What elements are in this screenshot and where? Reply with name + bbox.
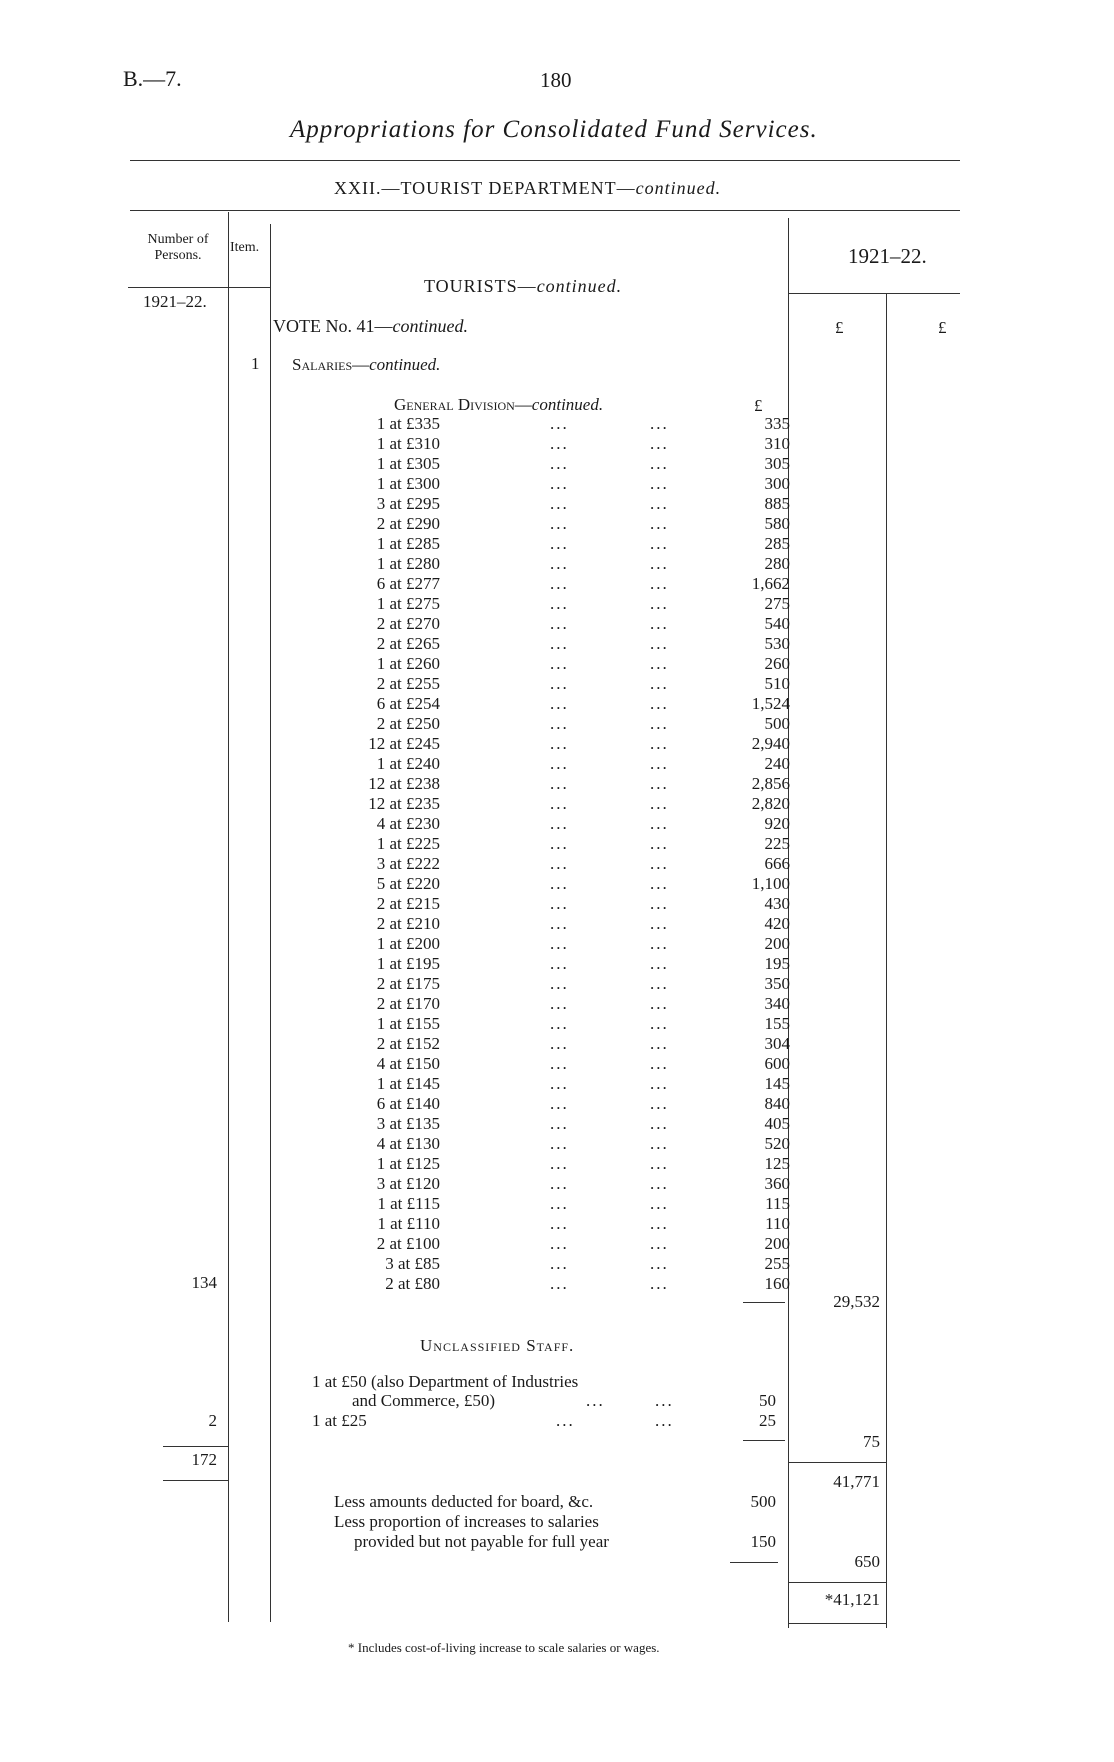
row-amount: 666 [764,854,790,873]
general-main: General Division— [394,395,532,414]
page-number: 180 [540,68,572,92]
row-amount: 885 [764,494,790,513]
tourists-cont: continued. [536,276,623,296]
unclassified-line3: 1 at £25 [312,1411,367,1430]
row-amount: 285 [764,534,790,553]
table-row [250,694,790,714]
row-label: 3 at £85 [385,1254,440,1273]
table-row [250,574,790,594]
row-leader-dots: ... [550,1214,569,1233]
row-leader-dots: ... [550,414,569,433]
row-amount: 500 [764,714,790,733]
row-leader-dots: ... [650,1214,669,1233]
row-leader-dots: ... [550,734,569,753]
pound-col1: £ [835,318,844,337]
footnote: * Includes cost-of-living increase to scale salaries or wages. [348,1640,660,1655]
row-leader-dots: ... [550,674,569,693]
row-label: 1 at £335 [376,414,440,433]
row-leader-dots: ... [550,954,569,973]
row-leader-dots: ... [650,594,669,613]
item-header: Item. [230,240,260,255]
rule-unclassified-sum [743,1440,785,1441]
row-amount: 2,820 [751,794,790,813]
table-row [250,974,790,994]
row-amount: 1,524 [751,694,790,713]
row-leader-dots: ... [550,834,569,853]
row-leader-dots: ... [550,1134,569,1153]
row-leader-dots: ... [550,934,569,953]
table-row [250,1274,790,1294]
table-row [250,774,790,794]
row-leader-dots: ... [650,934,669,953]
department-main: XXII.—TOURIST DEPARTMENT— [334,178,636,198]
vline-sub [886,294,887,1628]
row-leader-dots: ... [650,1234,669,1253]
row-label: 1 at £285 [376,534,440,553]
row-leader-dots: ... [550,974,569,993]
table-row [250,1134,790,1154]
table-row [250,1114,790,1134]
table-row [250,914,790,934]
row-label: 3 at £295 [376,494,440,513]
general-persons: 134 [191,1273,217,1292]
row-leader-dots: ... [650,794,669,813]
row-amount: 304 [764,1034,790,1053]
table-row [250,1034,790,1054]
row-leader-dots: ... [550,1254,569,1273]
table-row [250,674,790,694]
table-row [250,634,790,654]
row-leader-dots: ... [650,574,669,593]
row-leader-dots: ... [550,1074,569,1093]
row-leader-dots: ... [650,514,669,533]
row-label: 2 at £215 [376,894,440,913]
row-amount: 275 [764,594,790,613]
table-row [250,994,790,1014]
row-leader-dots: ... [650,434,669,453]
row-label: 1 at £240 [376,754,440,773]
row-label: 12 at £235 [368,794,440,813]
row-leader-dots: ... [550,534,569,553]
row-label: 1 at £310 [376,434,440,453]
salaries-cont: continued. [369,355,441,374]
row-leader-dots: ... [550,574,569,593]
table-row [250,474,790,494]
row-leader-dots: ... [550,454,569,473]
row-leader-dots: ... [650,894,669,913]
unclassified-line2-amount: 50 [759,1391,776,1410]
vote-main: VOTE No. 41— [273,316,393,336]
unclassified-dots-3b: ... [655,1411,674,1430]
row-amount: 420 [764,914,790,933]
row-amount: 200 [764,934,790,953]
table-row [250,1254,790,1274]
row-label: 2 at £290 [376,514,440,533]
row-leader-dots: ... [550,594,569,613]
row-leader-dots: ... [650,714,669,733]
rule-persons-sum [163,1446,228,1447]
row-amount: 225 [764,834,790,853]
row-label: 1 at £115 [377,1194,440,1213]
row-amount: 360 [764,1174,790,1193]
row-amount: 155 [764,1014,790,1033]
table-row [250,1054,790,1074]
table-row [250,1074,790,1094]
row-leader-dots: ... [550,994,569,1013]
general-division-heading [394,395,603,415]
salaries-heading [292,355,440,375]
unclassified-total: 75 [863,1432,880,1451]
row-label: 1 at £200 [376,934,440,953]
unclassified-heading: Unclassified Staff. [420,1336,575,1355]
row-leader-dots: ... [550,634,569,653]
row-label: 1 at £155 [376,1014,440,1033]
table-row [250,594,790,614]
row-leader-dots: ... [650,914,669,933]
row-leader-dots: ... [650,1254,669,1273]
unclassified-dots-2a: ... [586,1391,605,1410]
row-leader-dots: ... [550,794,569,813]
row-amount: 510 [764,674,790,693]
row-label: 1 at £195 [376,954,440,973]
row-leader-dots: ... [550,434,569,453]
row-amount: 255 [764,1254,790,1273]
row-leader-dots: ... [650,874,669,893]
row-label: 2 at £255 [376,674,440,693]
row-leader-dots: ... [550,714,569,733]
row-leader-dots: ... [650,634,669,653]
row-amount: 125 [764,1154,790,1173]
row-amount: 310 [764,434,790,453]
row-label: 1 at £125 [376,1154,440,1173]
table-row [250,954,790,974]
row-leader-dots: ... [550,1174,569,1193]
general-cont: continued. [531,395,604,414]
row-label: 4 at £150 [376,1054,440,1073]
row-label: 3 at £222 [376,854,440,873]
row-leader-dots: ... [650,534,669,553]
salaries-main: Salaries— [292,355,370,374]
rule-left-header [128,287,270,288]
row-leader-dots: ... [650,474,669,493]
table-row [250,534,790,554]
row-label: 12 at £238 [368,774,440,793]
row-leader-dots: ... [650,654,669,673]
row-amount: 335 [764,414,790,433]
row-leader-dots: ... [650,1194,669,1213]
row-label: 1 at £305 [376,454,440,473]
row-leader-dots: ... [550,654,569,673]
less1-amount: 500 [750,1492,776,1511]
row-amount: 240 [764,754,790,773]
row-leader-dots: ... [650,1074,669,1093]
rule-persons-total [163,1480,228,1481]
rule-grand-bottom [788,1623,886,1624]
row-leader-dots: ... [650,454,669,473]
row-leader-dots: ... [650,1274,669,1293]
vote-heading [273,316,468,337]
rule-right-header [788,293,960,294]
row-amount: 600 [764,1054,790,1073]
total-persons: 172 [191,1450,217,1469]
row-amount: 430 [764,894,790,913]
row-label: 1 at £225 [376,834,440,853]
row-leader-dots: ... [650,414,669,433]
row-amount: 540 [764,614,790,633]
general-total: 29,532 [833,1292,880,1311]
table-row [250,1174,790,1194]
table-row [250,1014,790,1034]
row-amount: 530 [764,634,790,653]
row-leader-dots: ... [550,754,569,773]
row-leader-dots: ... [550,1274,569,1293]
row-leader-dots: ... [550,1194,569,1213]
unclassified-dots-2b: ... [655,1391,674,1410]
row-leader-dots: ... [550,1114,569,1133]
row-leader-dots: ... [650,1034,669,1053]
row-leader-dots: ... [550,854,569,873]
row-label: 2 at £152 [376,1034,440,1053]
row-leader-dots: ... [550,1034,569,1053]
row-leader-dots: ... [550,894,569,913]
table-row [250,614,790,634]
row-leader-dots: ... [550,914,569,933]
row-label: 4 at £130 [376,1134,440,1153]
table-row [250,454,790,474]
table-row [250,554,790,574]
row-leader-dots: ... [650,774,669,793]
table-row [250,434,790,454]
row-amount: 920 [764,814,790,833]
row-leader-dots: ... [550,874,569,893]
table-row [250,1154,790,1174]
row-leader-dots: ... [650,614,669,633]
table-row [250,874,790,894]
row-leader-dots: ... [550,554,569,573]
unclassified-line3-amount: 25 [759,1411,776,1430]
row-leader-dots: ... [550,694,569,713]
table-row [250,1194,790,1214]
table-row [250,894,790,914]
row-leader-dots: ... [650,694,669,713]
row-label: 1 at £110 [377,1214,440,1233]
general-pound: £ [754,396,763,415]
rule-header [130,210,960,211]
row-amount: 145 [764,1074,790,1093]
table-row [250,1234,790,1254]
row-leader-dots: ... [650,554,669,573]
row-amount: 2,856 [751,774,790,793]
row-amount: 260 [764,654,790,673]
row-amount: 1,662 [751,574,790,593]
less2-label-line2: provided but not payable for full year [354,1532,609,1551]
row-label: 1 at £300 [376,474,440,493]
table-row [250,714,790,734]
table-row [250,734,790,754]
row-leader-dots: ... [650,834,669,853]
row-label: 2 at £210 [376,914,440,933]
row-label: 2 at £80 [385,1274,440,1293]
less2-amount: 150 [750,1532,776,1551]
row-leader-dots: ... [550,774,569,793]
row-leader-dots: ... [650,994,669,1013]
row-label: 6 at £140 [376,1094,440,1113]
page-title: Appropriations for Consolidated Fund Services. [290,116,818,143]
row-amount: 110 [765,1214,790,1233]
row-leader-dots: ... [650,1114,669,1133]
row-label: 6 at £254 [376,694,440,713]
row-label: 2 at £265 [376,634,440,653]
row-leader-dots: ... [650,734,669,753]
row-leader-dots: ... [650,1174,669,1193]
row-amount: 280 [764,554,790,573]
row-leader-dots: ... [650,954,669,973]
row-amount: 340 [764,994,790,1013]
row-leader-dots: ... [550,474,569,493]
table-row [250,814,790,834]
row-amount: 840 [764,1094,790,1113]
row-amount: 2,940 [751,734,790,753]
table-row [250,754,790,774]
row-leader-dots: ... [650,1094,669,1113]
row-label: 3 at £120 [376,1174,440,1193]
unclassified-persons: 2 [208,1411,217,1430]
vline-persons [228,212,229,1622]
number-of-persons-header: Number of Persons. [147,232,209,263]
row-amount: 350 [764,974,790,993]
row-amount: 520 [764,1134,790,1153]
row-leader-dots: ... [550,1234,569,1253]
unclassified-dots-3a: ... [556,1411,575,1430]
table-row [250,494,790,514]
row-label: 1 at £275 [376,594,440,613]
rule-subtotal-top [788,1462,886,1463]
table-row [250,1214,790,1234]
table-row [250,834,790,854]
table-row [250,794,790,814]
less-total: 650 [854,1552,880,1571]
row-amount: 115 [765,1194,790,1213]
row-label: 12 at £245 [368,734,440,753]
grand-total: *41,121 [824,1590,880,1609]
subtotal: 41,771 [833,1472,880,1491]
row-amount: 405 [764,1114,790,1133]
row-label: 2 at £250 [376,714,440,733]
row-amount: 200 [764,1234,790,1253]
item-number: 1 [251,354,260,373]
tourists-heading [424,276,622,297]
row-leader-dots: ... [550,1094,569,1113]
year-header-right: 1921–22. [848,244,927,268]
rule-less-sum [730,1562,778,1563]
row-leader-dots: ... [650,814,669,833]
row-label: 2 at £270 [376,614,440,633]
row-label: 1 at £145 [376,1074,440,1093]
row-amount: 1,100 [751,874,790,893]
row-leader-dots: ... [550,1154,569,1173]
row-label: 2 at £100 [376,1234,440,1253]
row-leader-dots: ... [550,814,569,833]
rule-top [130,160,960,161]
pound-col2: £ [938,318,947,337]
unclassified-line1: 1 at £50 (also Department of Industries [312,1372,579,1391]
row-label: 5 at £220 [376,874,440,893]
row-label: 3 at £135 [376,1114,440,1133]
row-leader-dots: ... [550,514,569,533]
table-row [250,854,790,874]
row-leader-dots: ... [550,1014,569,1033]
table-row [250,414,790,434]
row-amount: 300 [764,474,790,493]
row-amount: 580 [764,514,790,533]
row-leader-dots: ... [650,974,669,993]
row-amount: 305 [764,454,790,473]
row-leader-dots: ... [550,614,569,633]
year-header-left: 1921–22. [143,292,207,311]
table-row [250,1094,790,1114]
row-leader-dots: ... [650,1054,669,1073]
row-leader-dots: ... [650,1154,669,1173]
vote-cont: continued. [392,316,468,336]
unclassified-line2: and Commerce, £50) [352,1391,496,1410]
department-heading [334,178,721,199]
less1-label: Less amounts deducted for board, &c. [334,1492,594,1511]
table-row [250,654,790,674]
row-label: 6 at £277 [376,574,440,593]
row-leader-dots: ... [650,494,669,513]
row-label: 4 at £230 [376,814,440,833]
row-leader-dots: ... [650,754,669,773]
row-label: 1 at £260 [376,654,440,673]
page-ref: B.—7. [123,66,182,91]
row-label: 2 at £175 [376,974,440,993]
row-amount: 160 [764,1274,790,1293]
row-leader-dots: ... [550,1054,569,1073]
row-leader-dots: ... [550,494,569,513]
department-cont: continued. [635,178,722,198]
row-leader-dots: ... [650,674,669,693]
table-row [250,934,790,954]
tourists-main: TOURISTS— [424,276,537,296]
row-amount: 195 [764,954,790,973]
table-row [250,514,790,534]
row-leader-dots: ... [650,1134,669,1153]
rule-grand-top [788,1582,886,1583]
rule-general-sum [743,1302,785,1303]
less2-label-line1: Less proportion of increases to salaries [334,1512,599,1531]
row-leader-dots: ... [650,1014,669,1033]
row-leader-dots: ... [650,854,669,873]
row-label: 2 at £170 [376,994,440,1013]
row-label: 1 at £280 [376,554,440,573]
